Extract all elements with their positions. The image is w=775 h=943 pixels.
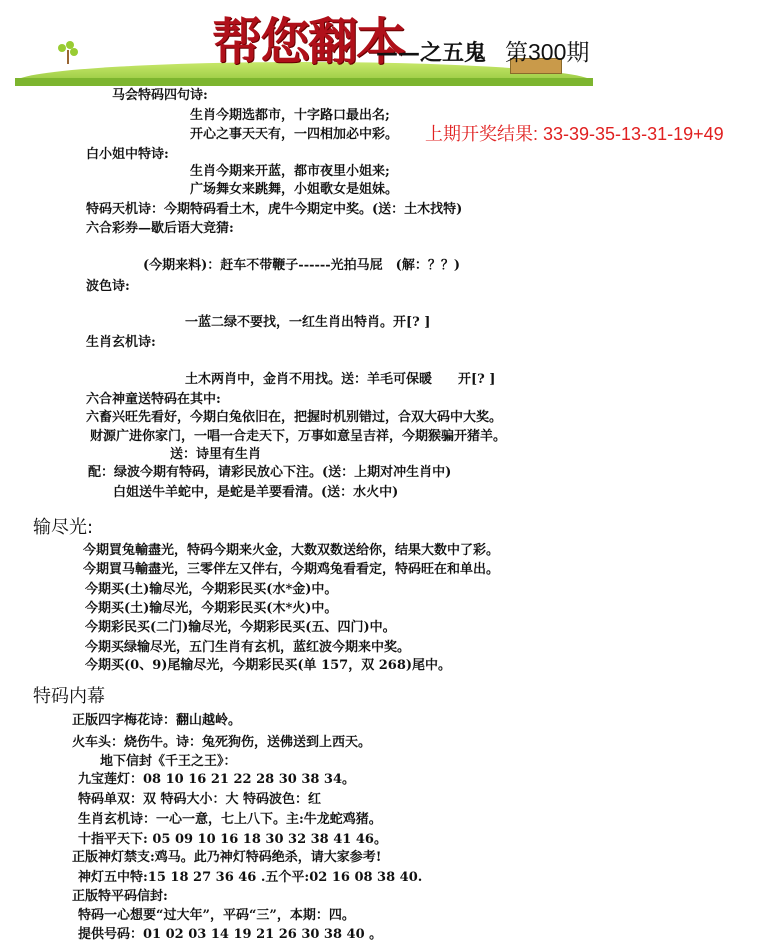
poem-line: 广场舞女来跳舞，小姐歌女是姐妹。 bbox=[190, 182, 399, 197]
tree-icon bbox=[56, 40, 80, 64]
loss-line: 今期买(0、9)尾输尽光，今期彩民买(单 157，双 268)尾中。 bbox=[85, 658, 452, 673]
loss-line: 今期买绿输尽光，五门生肖有玄机，蓝红波今期来中奖。 bbox=[85, 640, 411, 655]
loss-line: 今期買兔輸盡光，特码今期来火金，大数双数送给你，结果大数中了彩。 bbox=[83, 543, 500, 558]
inside-line: 地下信封《千王之王》： bbox=[100, 754, 237, 769]
poem-line: 土木两肖中，金肖不用找。送：羊毛可保暖 开[? ] bbox=[185, 372, 496, 387]
poem-heading: 波色诗: bbox=[86, 279, 130, 294]
inside-line: 特码一心想要“过大年”，平码“三”，本期：四。 bbox=[78, 908, 355, 923]
poem-line: 生肖今期选都市，十字路口最出名; bbox=[190, 108, 390, 123]
loss-line: 今期买(土)输尽光，今期彩民买(水*金)中。 bbox=[85, 582, 338, 597]
poem-line: 配：绿波今期有特码，请彩民放心下注。(送：上期对冲生肖中) bbox=[88, 465, 452, 480]
inside-line: 火车头：烧伤牛。诗：兔死狗伤，送佛送到上西天。 bbox=[72, 735, 372, 750]
loss-line: 今期买(土)输尽光，今期彩民买(木*火)中。 bbox=[85, 601, 338, 616]
poem-line: 财源广进你家门，一唱一合走天下，万事如意呈吉祥，今期猴骗开猪羊。 bbox=[90, 429, 507, 444]
poem-heading: 六合彩券—歇后语大竞猜: bbox=[86, 221, 234, 236]
poem-line: 生肖今期来开蓝，都市夜里小姐来; bbox=[190, 164, 390, 179]
inside-line: 特码单双：双 特码大小：大 特码波色：红 bbox=[78, 792, 322, 807]
poem-line: 开心之事天天有，一四相加必中彩。 bbox=[190, 127, 399, 142]
inside-line: 正版神灯禁支:鸡马。此乃神灯特码绝杀，请大家参考! bbox=[72, 850, 382, 865]
poem-line: 六畜兴旺先看好，今期白兔依旧在，把握时机别错过，合双大码中大奖。 bbox=[86, 410, 503, 425]
banner-ground bbox=[15, 78, 593, 86]
loss-line: 今期買马輸盡光，三零伴左又伴右，今期鸡兔看看定，特码旺在和单出。 bbox=[83, 562, 500, 577]
page-subtitle: ——之五鬼 bbox=[376, 40, 487, 66]
poem-heading: 生肖玄机诗: bbox=[86, 335, 156, 350]
inside-line: 生肖玄机诗：一心一意，七上八下。主:牛龙蛇鸡猪。 bbox=[78, 812, 382, 827]
poem-heading: 白小姐中特诗: bbox=[86, 147, 169, 162]
inside-line: 提供号码：01 02 03 14 19 21 26 30 38 40 。 bbox=[78, 927, 383, 942]
inside-line: 正版四字梅花诗：翻山越岭。 bbox=[72, 713, 242, 728]
inside-line: 十指平天下: 05 09 10 16 18 30 32 38 41 46。 bbox=[78, 832, 387, 847]
loss-line: 今期彩民买(二门)输尽光，今期彩民买(五、四门)中。 bbox=[85, 620, 396, 635]
poem-line: 一蓝二绿不要找，一红生肖出特肖。开[? ] bbox=[185, 315, 431, 330]
section-heading: 特码内幕 bbox=[33, 686, 105, 707]
poem-line: 特码天机诗：今期特码看土木，虎牛今期定中奖。(送：土木找特) bbox=[86, 202, 463, 217]
poem-heading: 六合神童送特码在其中: bbox=[86, 392, 221, 407]
riddle-line: (今期来料)：赶车不带鞭子------光拍马屁 (解：？？) bbox=[143, 258, 460, 273]
inside-line: 正版特平码信封: bbox=[72, 889, 168, 904]
last-result: 上期开奖结果: 33-39-35-13-31-19+49 bbox=[425, 124, 724, 144]
page-title: 帮您翻本 bbox=[212, 12, 404, 71]
poem-heading: 马会特码四句诗: bbox=[112, 88, 208, 103]
poem-line: 送：诗里有生肖 bbox=[170, 447, 262, 462]
section-heading: 输尽光: bbox=[33, 517, 94, 538]
inside-line: 神灯五中特:15 18 27 36 46 .五个平:02 16 08 38 40. bbox=[78, 870, 423, 885]
poem-line: 白姐送牛羊蛇中，是蛇是羊要看清。(送：水火中) bbox=[113, 485, 399, 500]
issue-number: 第300期 bbox=[505, 39, 590, 65]
inside-line: 九宝莲灯：08 10 16 21 22 28 30 38 34。 bbox=[78, 772, 356, 787]
